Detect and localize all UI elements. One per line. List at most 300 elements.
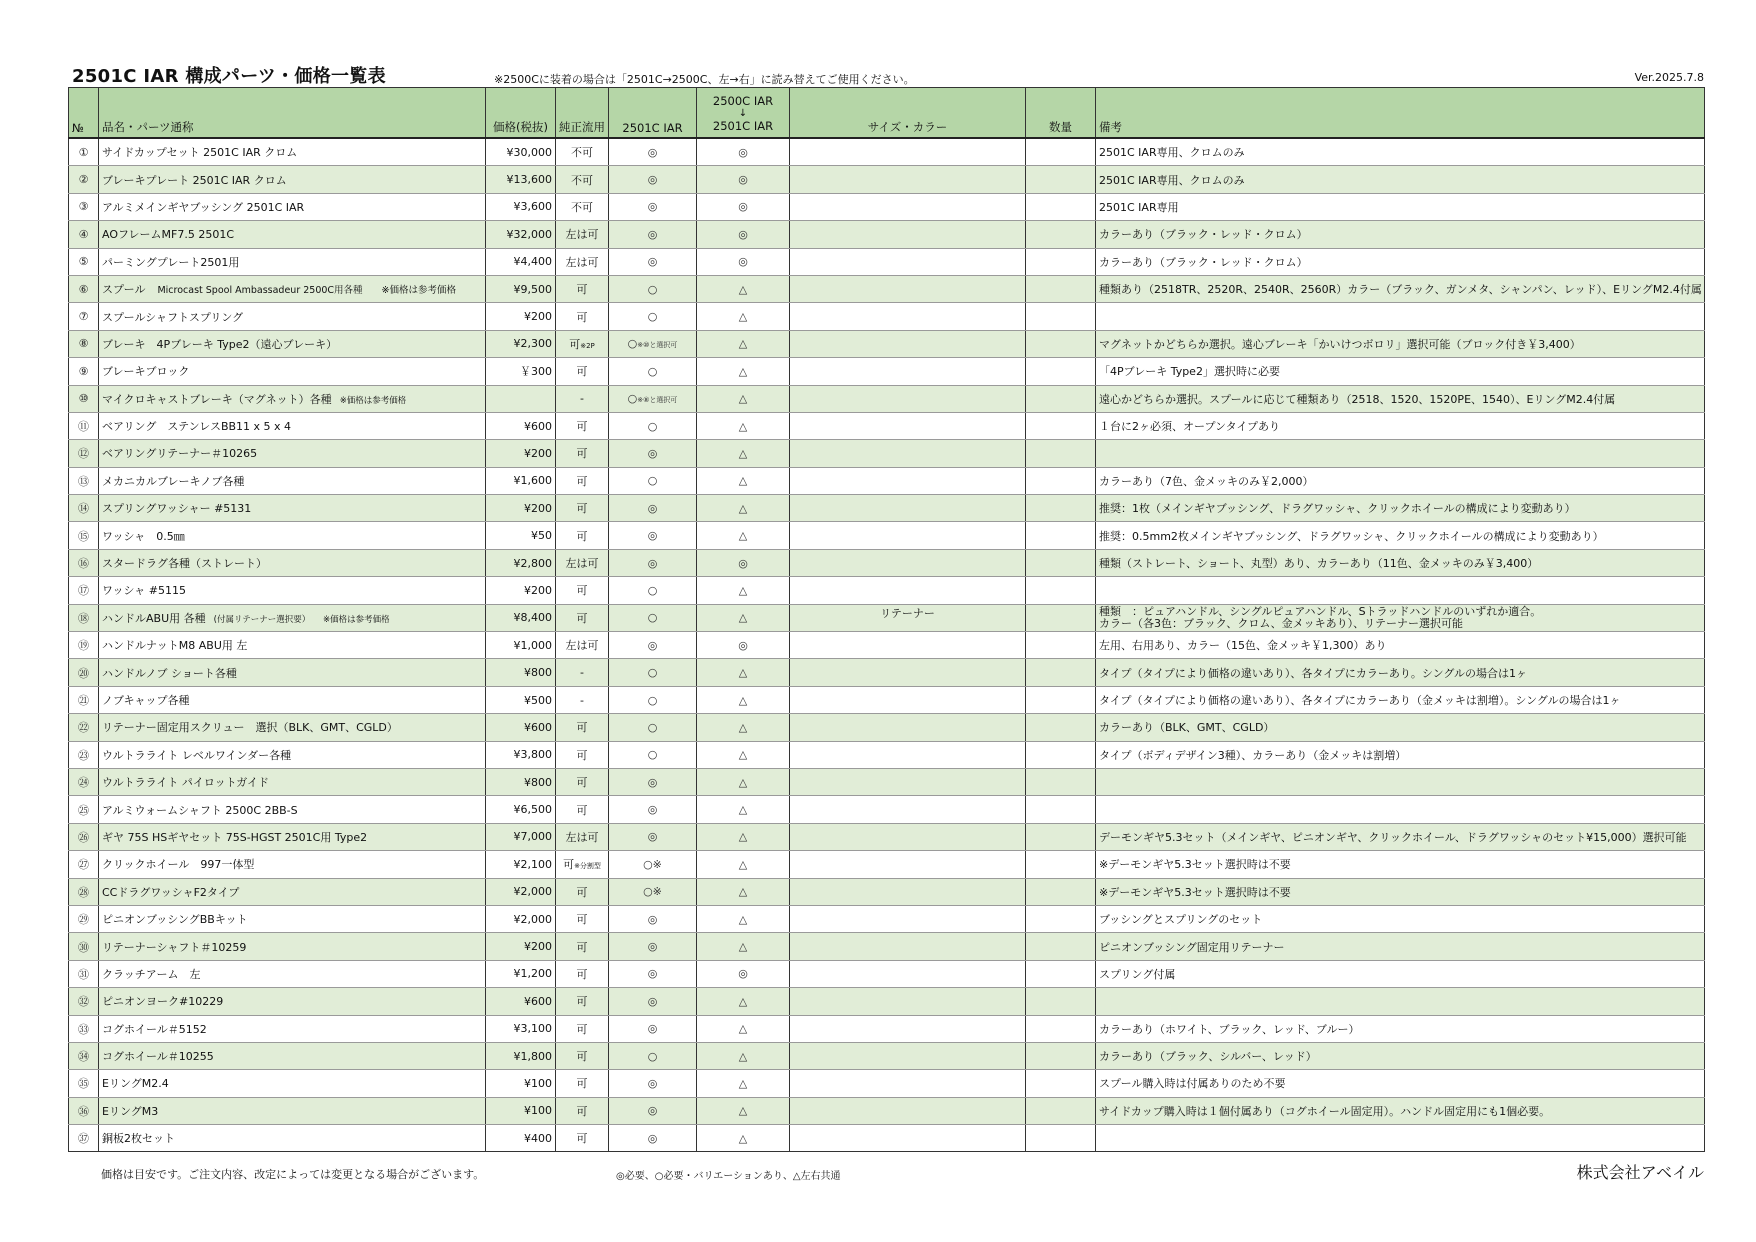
mark-2501c-value: ○ <box>647 1049 658 1063</box>
genuine-value: 可 <box>576 529 588 543</box>
genuine-value: 可 <box>576 420 588 434</box>
col-header-no: № <box>69 88 99 139</box>
quantity-cell <box>1026 1070 1096 1097</box>
remarks-cell <box>1096 303 1705 330</box>
row-number: ① <box>69 138 99 166</box>
price-cell <box>486 385 556 412</box>
genuine-value: 可 <box>576 584 588 598</box>
mark-2501c-value: ◎ <box>647 830 658 844</box>
remarks-cell <box>1096 905 1705 932</box>
part-name-cell <box>99 412 486 439</box>
part-name-note: (付属リテーナー選択要） ※価格は参考価格 <box>213 614 390 625</box>
table-row <box>69 686 1705 713</box>
quantity-cell <box>1026 1015 1096 1042</box>
remarks-text: スプリング付属 <box>1099 967 1176 981</box>
table-row <box>69 1015 1705 1042</box>
price-cell: ¥800 <box>486 768 556 795</box>
remarks-cell <box>1096 412 1705 439</box>
remarks-text: １台に2ヶ必須、オープンタイプあり <box>1099 420 1281 434</box>
row-number: ③ <box>69 193 99 220</box>
size-color-cell <box>790 796 1026 823</box>
mark-2500c: △ <box>697 358 790 385</box>
part-name-cell <box>99 440 486 467</box>
genuine-value: 可 <box>576 1132 588 1146</box>
table-row <box>69 385 1705 412</box>
table-row <box>69 440 1705 467</box>
row-number: ㉞ <box>69 1042 99 1069</box>
quantity-cell <box>1026 412 1096 439</box>
quantity-cell <box>1026 303 1096 330</box>
remarks-text: サイドカップ購入時は１個付属あり（コグホイール固定用）。ハンドル固定用にも1個必要。 <box>1099 1104 1551 1118</box>
part-name: アルミメインギヤブッシング 2501C IAR <box>102 200 305 214</box>
mark-2500c: ◎ <box>697 221 790 248</box>
mark-2500c: △ <box>697 905 790 932</box>
genuine-cell <box>556 221 609 248</box>
mark-2501c <box>609 303 697 330</box>
row-number: ㉖ <box>69 823 99 850</box>
size-color-cell <box>790 577 1026 604</box>
mark-2501c <box>609 549 697 576</box>
col-header-2500c-to-2501c <box>697 88 790 139</box>
size-color-cell <box>790 440 1026 467</box>
genuine-cell <box>556 577 609 604</box>
quantity-cell <box>1026 878 1096 905</box>
mark-2500c: △ <box>697 440 790 467</box>
table-row <box>69 193 1705 220</box>
mark-2501c-value: ○ <box>647 310 658 324</box>
genuine-cell <box>556 1070 609 1097</box>
part-name-cell <box>99 193 486 220</box>
size-color-cell <box>790 905 1026 932</box>
quantity-cell <box>1026 604 1096 631</box>
genuine-cell <box>556 193 609 220</box>
mark-2501c-value: ○※ <box>643 857 662 871</box>
price-cell: ¥1,000 <box>486 632 556 659</box>
size-color-cell <box>790 988 1026 1015</box>
table-row <box>69 659 1705 686</box>
price-cell: ¥500 <box>486 686 556 713</box>
table-row <box>69 330 1705 357</box>
mark-2501c-value: ◎ <box>647 1131 658 1145</box>
mark-2501c <box>609 166 697 193</box>
mark-2501c-value: ◎ <box>647 173 658 187</box>
row-number: ⑰ <box>69 577 99 604</box>
mark-2500c: ◎ <box>697 549 790 576</box>
remarks-text: ※デーモンギヤ5.3セット選択時は不要 <box>1099 858 1291 872</box>
mark-2500c: △ <box>697 988 790 1015</box>
row-number: ㉒ <box>69 714 99 741</box>
part-name: コグホイール＃5152 <box>102 1022 207 1036</box>
mark-2501c-value: ◎ <box>647 501 658 515</box>
row-number: ⑩ <box>69 385 99 412</box>
row-number: ㊱ <box>69 1097 99 1124</box>
genuine-value: 可 <box>576 995 588 1009</box>
part-name: ワッシャ 0.5㎜ <box>102 529 185 543</box>
quantity-cell <box>1026 577 1096 604</box>
part-name-cell <box>99 851 486 878</box>
mark-2501c-value: ○ <box>647 720 658 734</box>
size-color-cell <box>790 412 1026 439</box>
genuine-value: 可 <box>576 748 588 762</box>
table-row <box>69 604 1705 631</box>
col-header-qty: 数量 <box>1026 88 1096 139</box>
remarks-text: マグネットかどちらか選択。遠心ブレーキ「かいけつボロリ」選択可能（ブロック付き￥3,400） <box>1099 337 1581 351</box>
col-header-genuine: 純正流用 <box>556 88 609 139</box>
mark-2501c-value: ◎ <box>647 775 658 789</box>
quantity-cell <box>1026 440 1096 467</box>
mark-2501c <box>609 330 697 357</box>
remarks-text: カラーあり（ブラック・レッド・クロム） <box>1099 255 1308 269</box>
remarks-cell <box>1096 988 1705 1015</box>
quantity-cell <box>1026 714 1096 741</box>
mark-2501c <box>609 960 697 987</box>
row-number: ⑬ <box>69 467 99 494</box>
price-disclaimer: 価格は目安です。ご注文内容、改定によっては変更となる場合がございます。 <box>101 1168 485 1181</box>
genuine-value: 可 <box>576 310 588 324</box>
mark-2500c: △ <box>697 1070 790 1097</box>
genuine-cell <box>556 522 609 549</box>
quantity-cell <box>1026 1097 1096 1124</box>
genuine-value: 左は可 <box>565 830 599 844</box>
col-header-2500c-bottom: 2501C IAR <box>712 119 774 133</box>
row-number: ㉘ <box>69 878 99 905</box>
genuine-value: - <box>580 693 584 707</box>
mark-2501c-value: ◎ <box>647 227 658 241</box>
remarks-text: 遠心かどちらか選択。スプールに応じて種類あり（2518、1520、1520PE、1540）、EリングM2.4付属 <box>1099 392 1616 406</box>
mark-2501c-value: ○ <box>647 364 658 378</box>
size-color-cell <box>790 1125 1026 1152</box>
genuine-cell <box>556 166 609 193</box>
mark-2500c: ◎ <box>697 138 790 166</box>
part-name-cell <box>99 1097 486 1124</box>
part-name-cell <box>99 385 486 412</box>
mark-2500c: △ <box>697 495 790 522</box>
part-name-cell <box>99 303 486 330</box>
table-row <box>69 358 1705 385</box>
mark-2501c-value: ◎ <box>647 967 658 981</box>
mark-2500c: △ <box>697 1015 790 1042</box>
table-row <box>69 933 1705 960</box>
remarks-cell <box>1096 221 1705 248</box>
part-name: サイドカップセット 2501C IAR クロム <box>102 146 298 160</box>
genuine-cell <box>556 632 609 659</box>
mark-2501c <box>609 1097 697 1124</box>
table-row <box>69 138 1705 166</box>
price-cell: ¥600 <box>486 412 556 439</box>
mark-2501c <box>609 988 697 1015</box>
table-row <box>69 768 1705 795</box>
remarks-cell <box>1096 714 1705 741</box>
size-color-cell <box>790 275 1026 302</box>
size-color-cell <box>790 221 1026 248</box>
genuine-cell <box>556 604 609 631</box>
table-row <box>69 714 1705 741</box>
remarks-text: カラーあり（ブラック・レッド・クロム） <box>1099 228 1308 242</box>
company-name: 株式会社アベイル <box>1576 1163 1704 1182</box>
mark-2501c-value: ◎ <box>647 994 658 1008</box>
mark-2501c <box>609 440 697 467</box>
part-name-cell <box>99 330 486 357</box>
mark-2501c <box>609 878 697 905</box>
row-number: ㉗ <box>69 851 99 878</box>
mark-2500c: △ <box>697 823 790 850</box>
remarks-cell <box>1096 330 1705 357</box>
quantity-cell <box>1026 495 1096 522</box>
row-number: ⑨ <box>69 358 99 385</box>
part-name-cell <box>99 988 486 1015</box>
mark-2501c <box>609 1042 697 1069</box>
part-name: スプール <box>102 283 146 297</box>
quantity-cell <box>1026 358 1096 385</box>
price-cell: ￥300 <box>486 358 556 385</box>
mark-2501c-value: ○※ <box>643 885 662 899</box>
mark-2500c: △ <box>697 1125 790 1152</box>
part-name-cell <box>99 221 486 248</box>
price-cell: ¥2,100 <box>486 851 556 878</box>
genuine-value: 左は可 <box>565 255 599 269</box>
genuine-cell <box>556 686 609 713</box>
part-name: EリングM3 <box>102 1104 159 1118</box>
row-number: ㉝ <box>69 1015 99 1042</box>
price-cell: ¥200 <box>486 933 556 960</box>
remarks-cell <box>1096 768 1705 795</box>
part-name: ベアリングリテーナー＃10265 <box>102 447 258 461</box>
table-row <box>69 796 1705 823</box>
part-name-cell <box>99 632 486 659</box>
mark-2501c <box>609 823 697 850</box>
genuine-value: - <box>580 666 584 680</box>
mark-2501c-note: ※⑧と選択可 <box>637 396 678 405</box>
mark-2501c <box>609 412 697 439</box>
price-cell: ¥8,400 <box>486 604 556 631</box>
price-cell: ¥200 <box>486 303 556 330</box>
genuine-value: 不可 <box>571 173 593 187</box>
genuine-cell <box>556 988 609 1015</box>
mark-2501c <box>609 248 697 275</box>
mark-2500c: △ <box>697 467 790 494</box>
part-name-cell <box>99 1015 486 1042</box>
remarks-cell <box>1096 960 1705 987</box>
mark-2501c-value: ○ <box>647 693 658 707</box>
remarks-cell <box>1096 851 1705 878</box>
remarks-cell <box>1096 385 1705 412</box>
part-name-cell <box>99 358 486 385</box>
genuine-cell <box>556 549 609 576</box>
remarks-cell <box>1096 522 1705 549</box>
size-color-cell <box>790 851 1026 878</box>
mark-2501c <box>609 768 697 795</box>
genuine-cell <box>556 330 609 357</box>
mark-2501c-value: ○ <box>647 282 658 296</box>
row-number: ㉕ <box>69 796 99 823</box>
part-name-cell <box>99 960 486 987</box>
mark-2501c <box>609 905 697 932</box>
part-name: スプールシャフトスプリング <box>102 310 244 324</box>
genuine-cell <box>556 467 609 494</box>
mark-2500c: △ <box>697 275 790 302</box>
mark-2501c-value: ◎ <box>647 638 658 652</box>
row-number: ⑲ <box>69 632 99 659</box>
genuine-value: 可 <box>576 1104 588 1118</box>
genuine-cell <box>556 358 609 385</box>
row-number: ② <box>69 166 99 193</box>
part-name: コグホイール＃10255 <box>102 1050 214 1064</box>
mark-2500c: ◎ <box>697 193 790 220</box>
remarks-cell <box>1096 358 1705 385</box>
mark-2500c: △ <box>697 412 790 439</box>
size-color-cell <box>790 330 1026 357</box>
genuine-cell <box>556 1125 609 1152</box>
row-number: ⑱ <box>69 604 99 631</box>
mark-2500c: △ <box>697 385 790 412</box>
genuine-value: 可 <box>576 1022 588 1036</box>
part-name-cell <box>99 1070 486 1097</box>
size-color-cell <box>790 878 1026 905</box>
genuine-value: 可 <box>569 337 581 351</box>
mark-2500c: △ <box>697 686 790 713</box>
genuine-cell <box>556 905 609 932</box>
table-row <box>69 988 1705 1015</box>
genuine-cell <box>556 851 609 878</box>
row-number: ⑮ <box>69 522 99 549</box>
remarks-text: スプール購入時は付属ありのため不要 <box>1099 1077 1286 1091</box>
quantity-cell <box>1026 549 1096 576</box>
size-color-cell: リテーナー <box>790 604 1026 631</box>
row-number: ⑭ <box>69 495 99 522</box>
mark-2501c-value: ◎ <box>647 200 658 214</box>
part-name-cell <box>99 1125 486 1152</box>
size-color-cell <box>790 960 1026 987</box>
part-name: リテーナー固定用スクリュー 選択（BLK、GMT、CGLD） <box>102 721 398 735</box>
row-number: ㉛ <box>69 960 99 987</box>
table-row <box>69 467 1705 494</box>
price-cell: ¥3,100 <box>486 1015 556 1042</box>
remarks-text: 推奨：0.5mm2枚メインギヤブッシング、ドラグワッシャ、クリックホイールの構成により変動あり） <box>1099 529 1604 543</box>
price-cell: ¥100 <box>486 1070 556 1097</box>
mark-2501c <box>609 358 697 385</box>
mark-2501c <box>609 522 697 549</box>
genuine-cell <box>556 275 609 302</box>
genuine-value: 可 <box>576 502 588 516</box>
part-name: マイクロキャストブレーキ（マグネット）各種 <box>102 392 332 406</box>
col-header-name: 品名・パーツ通称 <box>99 88 486 139</box>
price-cell: ¥9,500 <box>486 275 556 302</box>
genuine-value: 可 <box>576 776 588 790</box>
part-name: ブレーキブロック <box>102 365 190 379</box>
table-row <box>69 851 1705 878</box>
size-color-cell <box>790 549 1026 576</box>
quantity-cell <box>1026 138 1096 166</box>
remarks-cell <box>1096 933 1705 960</box>
size-color-cell <box>790 714 1026 741</box>
quantity-cell <box>1026 741 1096 768</box>
quantity-cell <box>1026 467 1096 494</box>
mark-2501c-value: ○ <box>647 611 658 625</box>
remarks-cell <box>1096 604 1705 631</box>
part-name: パーミングプレート2501用 <box>102 255 240 269</box>
size-color-cell <box>790 193 1026 220</box>
mark-2501c <box>609 577 697 604</box>
quantity-cell <box>1026 960 1096 987</box>
mark-2500c: △ <box>697 851 790 878</box>
remarks-cell <box>1096 686 1705 713</box>
price-cell: ¥3,800 <box>486 741 556 768</box>
mark-2501c <box>609 467 697 494</box>
table-row <box>69 522 1705 549</box>
genuine-value: 可 <box>576 940 588 954</box>
size-color-cell <box>790 741 1026 768</box>
part-name-cell <box>99 659 486 686</box>
mark-2501c-value: ◎ <box>647 940 658 954</box>
remarks-cell <box>1096 248 1705 275</box>
parts-price-table <box>68 87 1705 1152</box>
quantity-cell <box>1026 522 1096 549</box>
remarks-text: 左用、右用あり、カラー（15色、金メッキ￥1,300）あり <box>1099 639 1387 653</box>
genuine-value: 可 <box>576 365 588 379</box>
mark-2500c: ◎ <box>697 632 790 659</box>
mark-2500c: △ <box>697 741 790 768</box>
part-name: ウルトラライト パイロットガイド <box>102 776 269 790</box>
genuine-value: 可 <box>576 967 588 981</box>
mark-2501c-value: ○ <box>647 583 658 597</box>
mark-2501c <box>609 714 697 741</box>
quantity-cell <box>1026 632 1096 659</box>
remarks-text: ※デーモンギヤ5.3セット選択時は不要 <box>1099 885 1291 899</box>
table-row <box>69 905 1705 932</box>
row-number: ⑳ <box>69 659 99 686</box>
part-name: ノブキャップ各種 <box>102 694 190 707</box>
mark-2501c-value: ◎ <box>647 1104 658 1118</box>
row-number: ⑫ <box>69 440 99 467</box>
genuine-cell <box>556 385 609 412</box>
quantity-cell <box>1026 988 1096 1015</box>
size-color-cell <box>790 248 1026 275</box>
table-row <box>69 275 1705 302</box>
remarks-text: 2501C IAR専用 <box>1099 200 1179 214</box>
size-color-cell <box>790 1015 1026 1042</box>
price-cell: ¥100 <box>486 1097 556 1124</box>
quantity-cell <box>1026 385 1096 412</box>
part-name-cell <box>99 768 486 795</box>
mark-2500c: △ <box>697 878 790 905</box>
price-cell: ¥600 <box>486 714 556 741</box>
genuine-value: 可 <box>576 803 588 817</box>
mark-2500c: △ <box>697 1042 790 1069</box>
price-cell: ¥13,600 <box>486 166 556 193</box>
quantity-cell <box>1026 659 1096 686</box>
part-name-cell <box>99 686 486 713</box>
mark-2501c <box>609 659 697 686</box>
genuine-note: ※2P <box>580 341 595 350</box>
remarks-text: カラーあり（7色、金メッキのみ￥2,000） <box>1099 474 1314 488</box>
mark-2501c <box>609 933 697 960</box>
remarks-cell <box>1096 549 1705 576</box>
part-name: AOフレームMF7.5 2501C <box>102 228 235 242</box>
remarks-cell <box>1096 166 1705 193</box>
col-header-2501c: 2501C IAR <box>609 88 697 139</box>
part-name: ベアリング ステンレスBB11 x 5 x 4 <box>102 420 292 434</box>
size-color-cell <box>790 933 1026 960</box>
price-cell: ¥30,000 <box>486 138 556 166</box>
remarks-text-line2: カラー（各3色：ブラック、クロム、金メッキあり）、リテーナー選択可能 <box>1099 616 1463 630</box>
quantity-cell <box>1026 905 1096 932</box>
part-name: ハンドルABU用 各種 <box>102 611 206 625</box>
remarks-cell <box>1096 1125 1705 1152</box>
part-name: ピニオンブッシングBBキット <box>102 913 248 927</box>
part-name: 銅板2枚セット <box>102 1132 175 1146</box>
part-name: ウルトラライト レベルワインダー各種 <box>102 748 292 762</box>
genuine-value: - <box>580 392 584 406</box>
